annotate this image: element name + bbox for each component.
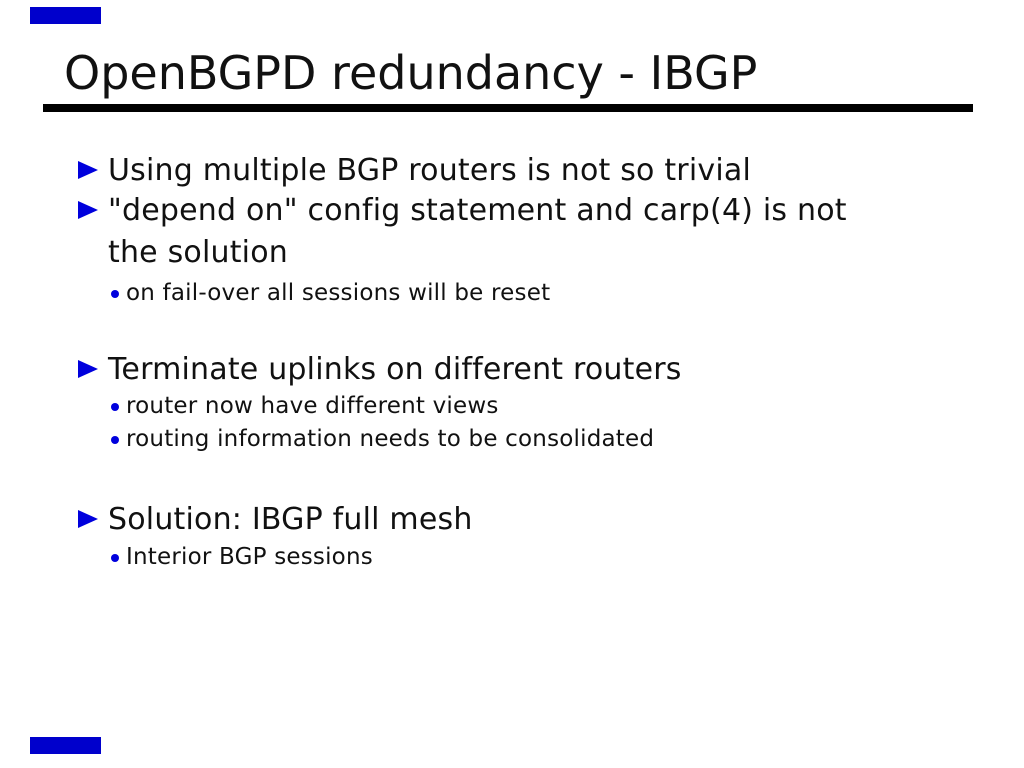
sub-bullet-text: routing information needs to be consolidated [126, 426, 655, 452]
sub-bullet-text: Interior BGP sessions [126, 544, 373, 570]
top-left-bar-decoration [30, 7, 101, 24]
bullet-text: "depend on" config statement and carp(4) is not [108, 193, 847, 228]
bullet-text: Solution: IBGP full mesh [108, 502, 473, 537]
sub-bullet-item [0, 546, 1024, 569]
title-underline [43, 104, 973, 112]
bullet-item [0, 502, 1024, 537]
sub-bullet-item [0, 428, 1024, 451]
bottom-left-bar-decoration [30, 737, 101, 754]
bullet-dot-icon [111, 290, 119, 298]
bullet-text: Using multiple BGP routers is not so trivial [108, 153, 751, 188]
bullet-triangle-icon [78, 360, 98, 378]
bullet-dot-icon [111, 554, 119, 562]
bullet-triangle-icon [78, 201, 98, 219]
bullet-triangle-icon [78, 510, 98, 528]
sub-bullet-text: router now have different views [126, 393, 499, 419]
sub-bullet-item [0, 395, 1024, 418]
bullet-item-continuation [0, 235, 1024, 270]
bullet-dot-icon [111, 436, 119, 444]
bullet-item [0, 153, 1024, 188]
sub-bullet-item [0, 282, 1024, 305]
slide-title: OpenBGPD redundancy - IBGP [64, 46, 758, 100]
bullet-dot-icon [111, 403, 119, 411]
bullet-text: the solution [108, 235, 288, 270]
bullet-text: Terminate uplinks on different routers [108, 352, 682, 387]
sub-bullet-text: on fail-over all sessions will be reset [126, 280, 551, 306]
bullet-item [0, 352, 1024, 387]
bullet-item [0, 193, 1024, 228]
bullet-triangle-icon [78, 161, 98, 179]
